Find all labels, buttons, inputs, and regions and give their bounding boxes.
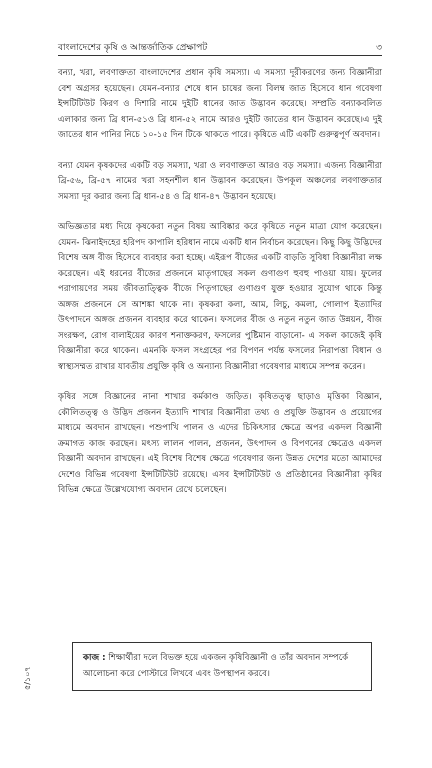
page-number: ৩ — [376, 43, 382, 53]
paragraph-2: বন্যা যেমন কৃষকদের একটি বড় সমস্যা, খরা ও লবণাক্ততা আরও বড় সমস্যা। এজন্য বিজ্ঞানীরা ব্রি-৫৬, ব্রি-৫৭ নামের খরা সহনশীল ধান উদ্ভাবন করেছেন। উপকূল অঞ্চলের লবণাক্ততার সমস্যা দূর করার জন্য ব্রি ধান-৫৪ ও ব্রি ধান-৪৭ উদ্ভাবন হয়েছে। — [58, 160, 382, 202]
chapter-title: বাংলাদেশের কৃষি ও আন্তর্জাতিক প্রেক্ষাপট — [58, 43, 208, 53]
footer-code: ৫/১০৭ — [23, 666, 32, 690]
paragraph-1: বন্যা, খরা, লবণাক্ততা বাংলাদেশের প্রধান কৃষি সমস্যা। এ সমস্যা দূরীকরণের জন্য বিজ্ঞানীরা বেশ অগ্রসর হয়েছেন। যেমন-বন্যার শেষে ধান চাষের জন্য বিলম্ব জাত হিসেবে ধান গবেষণা ইন্সটিটিউট কিরণ ও দিশারি নামে দুইটি ধানের জাত উদ্ভাবন করেছে। সম্প্রতি বন্যাকবলিত এলাকার জন্য ব্রি ধান-৫১ও ব্রি ধান-৫২ নামে আরও দুইটি জাতের ধান উদ্ভাবন করেছে।এ দুই জাতের ধান পানির নিচে ১০-১৫ দিন টিকে থাকতে পারে। কৃষিতে এটি একটি গুরুত্বপূর্ণ অবদান। — [58, 68, 382, 140]
task-text: শিক্ষার্থীরা দলে বিভক্ত হয়ে একজন কৃষিবিজ্ঞানী ও তাঁর অবদান সম্পর্কে আলোচনা করে পোস্টারে লিখবে এবং উপস্থাপন করবে। — [83, 653, 349, 679]
task-box — [72, 642, 372, 691]
paragraph-4: কৃষির সঙ্গে বিজ্ঞানের নানা শাখার কর্মকাণ্ড জড়িত। কৃষিতত্ত্ব ছাড়াও মৃত্তিকা বিজ্ঞান, কৌলিতত্ত্ব ও উদ্ভিদ প্রজনন ইত্যাদি শাখার বিজ্ঞানীরা তথ্য ও প্রযুক্তি উদ্ভাবন ও প্রয়োগের মাধ্যমে অবদান রাখছেন। পশুপাখি পালন ও এদের চিকিৎসার ক্ষেত্রে অপর একদল বিজ্ঞানী ক্রমাগত কাজ করছেন। মৎস্য লালন পালন, প্রজনন, উৎপাদন ও বিপণনের ক্ষেত্রেও একদল বিজ্ঞানী অবদান রাখছেন। এই বিশেষ বিশেষ ক্ষেত্রে গবেষণার জন্য উন্নত দেশের মতো আমাদের দেশেও বিভিন্ন গবেষণা ইন্সটিটিউট রয়েছে। এসব ইন্সটিটিউট ও প্রতিষ্ঠানের বিজ্ঞানীরা কৃষির বিভিন্ন ক্ষেত্রে উল্লেখযোগ্য অবদান রেখে চলেছেন। — [58, 392, 382, 495]
body-text — [58, 66, 382, 511]
page-header — [58, 40, 382, 55]
paragraph-3: অভিজ্ঞতার মধ্য দিয়ে কৃষকেরা নতুন বিষয় আবিষ্কার করে কৃষিতে নতুন মাত্রা যোগ করেছেন। যেমন- ঝিনাইদহের হরিপদ কাপালি হরিধান নামে একটি ধান নির্বাচন করেছেন। কিছু কিছু উদ্ভিদের বিশেষ অঙ্গ বীজ হিসেবে ব্যবহার করা হচ্ছে। এইরূপ বীজের একটি বাড়তি সুবিধা বিজ্ঞানীরা লক্ষ করেছেন। এই ধরনের বীজের প্রজননে মাতৃগাছের সকল গুণাগুণ হুবহু পাওয়া যায়। ফুলের পরাগায়ণের সময় জীবতাত্ত্বিক বীজে পিতৃগাছের গুণাগুণ যুক্ত হওয়ার সুযোগ থাকে কিন্তু অঙ্গজ প্রজননে সে আশঙ্কা থাকে না। কৃষকরা কলা, আম, লিচু, কমলা, গোলাপ ইত্যাদির উৎপাদনে অঙ্গজ প্রজনন ব্যবহার করে থাকেন। ফসলের বীজ ও নতুন নতুন জাত উন্নয়ন, বীজ সংরক্ষণ, রোগ বালাইয়ের কারণ শনাক্তকরণ, ফসলের পুষ্টিমান বাড়ানো- এ সকল কাজেই কৃষি বিজ্ঞানীরা করে থাকেন। এমনকি ফসল সংগ্রহের পর বিপণন পর্যন্ত ফসলের নিরাপত্তা বিধান ও স্বাস্থ্যসম্মত রাখার যাবতীয় প্রযুক্তি কৃষি ও অন্যান্য বিজ্ঞানীরা গবেষণার মাধ্যমে সম্পন্ন করেন। — [58, 222, 382, 372]
task-label: কাজ : — [83, 653, 106, 663]
header-divider — [58, 55, 382, 56]
